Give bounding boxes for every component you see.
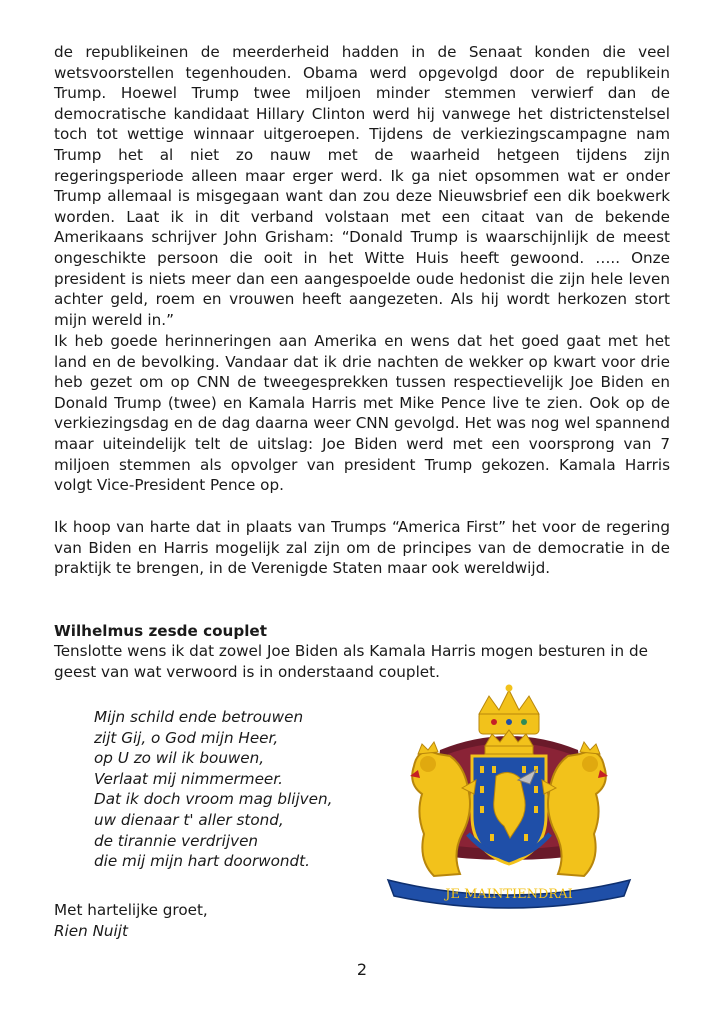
motto-text: JE MAINTIENDRAI bbox=[445, 887, 573, 902]
poem-line: Dat ik doch vroom mag blijven, bbox=[94, 790, 333, 809]
closing-block bbox=[54, 900, 208, 941]
coat-of-arms-image bbox=[378, 684, 640, 914]
poem-line: uw dienaar t' aller stond, bbox=[94, 810, 284, 829]
page-number: 2 bbox=[356, 960, 368, 979]
signature: Rien Nuijt bbox=[54, 921, 128, 940]
poem-line: Mijn schild ende betrouwen bbox=[94, 708, 304, 726]
section-heading: Wilhelmus zesde couplet bbox=[54, 622, 267, 640]
poem-line: de tirannie verdrijven bbox=[94, 831, 259, 850]
poem-line: die mij mijn hart doorwondt. bbox=[94, 852, 310, 871]
paragraph-america-first: Ik hoop van harte dat in plaats van Trumps “America First” het voor de regering van Biden en Harris mogelijk zal zijn om de principes van de democratie in de praktijk te brengen, in de Verenigde Staten maar ook wereldwijd. bbox=[54, 518, 670, 578]
paragraph-trump: de republikeinen de meerderheid hadden in de Senaat konden die veel wetsvoorstellen tegenhouden. Obama werd opgevolgd door de republikein Trump. Hoewel Trump twee miljoen minder stemmen verwierf dan de democratische kandidaat Hillary Clinton werd hij vanwege het districtenstelsel toch tot wettige winnaar uitgeroepen. Tijdens de verkiezingscampagne nam Trump het al niet zo nauw met de waarheid hetgeen tijdens zijn regeringsperiode alleen maar erger werd. Ik ga niet opsommen wat er onder Trump allemaal is misgegaan want dan zou deze Nieuwsbrief een dik boekwerk worden. Laat ik in dit verband volstaan met een citaat van de bekende Amerikaans schrijver John Grisham: “Donald Trump is waarschijnlijk de meest ongeschikte persoon die ooit in het Witte Huis heeft gewoond. ….. Onze president is niets meer dan een aangespoelde oude hedonist die zijn hele leven achter geld, roem en vrouwen heeft aangezeten. Als hij wordt herkozen stort mijn wereld in.” bbox=[54, 43, 670, 329]
greeting: Met hartelijke groet, bbox=[54, 901, 208, 919]
wilhelmus-verse bbox=[94, 707, 332, 872]
poem-line: zijt Gij, o God mijn Heer, bbox=[94, 728, 279, 747]
poem-line: Verlaat mij nimmermeer. bbox=[94, 769, 283, 788]
paragraph-cnn-debates: Ik heb goede herinneringen aan Amerika en wens dat het goed gaat met het land en de bevolking. Vandaar dat ik drie nachten de wekker op kwart voor drie heb gezet om op CNN de tweegesprekken tussen respectievelijk Joe Biden en Donald Trump (twee) en Kamala Harris met Mike Pence live te zien. Ook op de verkiezingsdag en de dag daarna weer CNN gevolgd. Het was nog wel spannend maar uiteindelijk telt de uitslag: Joe Biden werd met een voorsprong van 7 miljoen stemmen als opvolger van president Trump gekozen. Kamala Harris volgt Vice-President Pence op. bbox=[54, 332, 670, 495]
poem-line: op U zo wil ik bouwen, bbox=[94, 749, 265, 768]
section-intro: Tenslotte wens ik dat zowel Joe Biden als Kamala Harris mogen besturen in de geest van wat verwoord is in onderstaand couplet. bbox=[54, 642, 648, 681]
